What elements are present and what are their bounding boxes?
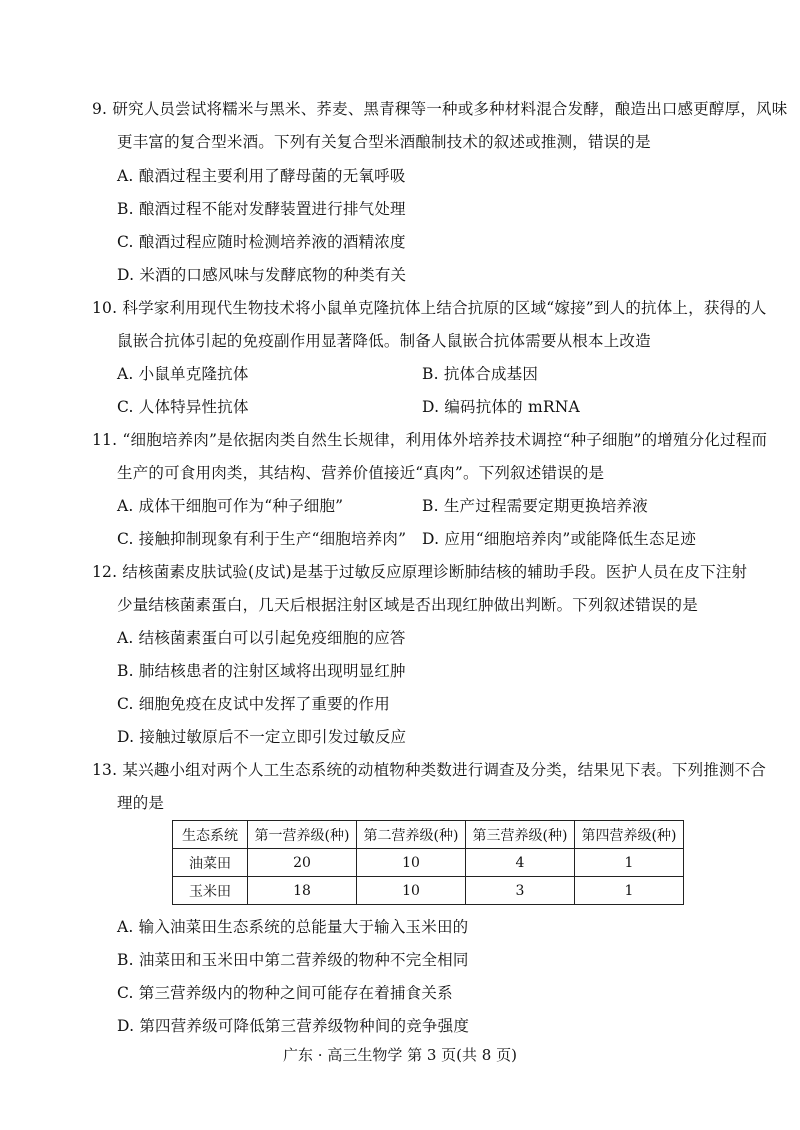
table-cell: 18: [248, 877, 357, 905]
q11-option-c: C. 接触抑制现象有利于生产“细胞培养肉”: [117, 530, 407, 548]
q13-option-c: C. 第三营养级内的物种之间可能存在着捕食关系: [117, 984, 453, 1002]
q12-option-b: B. 肺结核患者的注射区域将出现明显红肿: [117, 662, 406, 680]
q13-option-a: A. 输入油菜田生态系统的总能量大于输入玉米田的: [117, 918, 469, 936]
table-cell: 10: [357, 849, 466, 877]
q9-stem-line2: 更丰富的复合型米酒。下列有关复合型米酒酿制技术的叙述或推测，错误的是: [117, 133, 651, 151]
page-footer: 广东 · 高三生物学 第 3 页(共 8 页): [283, 1046, 517, 1064]
table-cell: 油菜田: [173, 849, 248, 877]
table-cell: 1: [575, 877, 684, 905]
q10-stem-line1: 10. 科学家利用现代生物技术将小鼠单克隆抗体上结合抗原的区域“嫁接”到人的抗体上，获得的人: [92, 299, 767, 317]
table-cell: 3: [466, 877, 575, 905]
table-cell: 20: [248, 849, 357, 877]
q9-option-a: A. 酿酒过程主要利用了酵母菌的无氧呼吸: [117, 167, 406, 185]
q13-option-b: B. 油菜田和玉米田中第二营养级的物种不完全相同: [117, 951, 469, 969]
table-cell: 玉米田: [173, 877, 248, 905]
q10-stem-line2: 鼠嵌合抗体引起的免疫副作用显著降低。制备人鼠嵌合抗体需要从根本上改造: [117, 332, 651, 350]
table-cell: 4: [466, 849, 575, 877]
table-header-cell: 第二营养级(种): [357, 821, 466, 849]
table-cell: 1: [575, 849, 684, 877]
q9-option-d: D. 米酒的口感风味与发酵底物的种类有关: [117, 266, 407, 284]
q11-option-a: A. 成体干细胞可作为“种子细胞”: [117, 497, 344, 515]
q13-option-d: D. 第四营养级可降低第三营养级物种间的竞争强度: [117, 1017, 470, 1035]
table-header-row: [173, 821, 684, 849]
table-row: [173, 849, 684, 877]
q13-stem-line2: 理的是: [117, 794, 165, 812]
trophic-level-table: [172, 820, 684, 905]
q12-stem-line2: 少量结核菌素蛋白，几天后根据注射区域是否出现红肿做出判断。下列叙述错误的是: [117, 596, 698, 614]
table-row: [173, 877, 684, 905]
q9-stem-line1: 9. 研究人员尝试将糯米与黑米、荞麦、黑青稞等一种或多种材料混合发酵，酿造出口感更醇厚，风味: [92, 100, 788, 118]
q11-option-b: B. 生产过程需要定期更换培养液: [422, 497, 648, 515]
table-header-cell: 生态系统: [173, 821, 248, 849]
q9-option-c: C. 酿酒过程应随时检测培养液的酒精浓度: [117, 233, 406, 251]
q13-stem-line1: 13. 某兴趣小组对两个人工生态系统的动植物种类数进行调查及分类，结果见下表。下列推测不合: [92, 761, 767, 779]
table-header-cell: 第三营养级(种): [466, 821, 575, 849]
q12-option-d: D. 接触过敏原后不一定立即引发过敏反应: [117, 728, 407, 746]
q10-option-d: D. 编码抗体的 mRNA: [422, 398, 580, 416]
table-header-cell: 第一营养级(种): [248, 821, 357, 849]
q11-stem-line1: 11. “细胞培养肉”是依据肉类自然生长规律，利用体外培养技术调控“种子细胞”的增殖分化过程而: [92, 431, 768, 449]
q11-stem-line2: 生产的可食用肉类，其结构、营养价值接近“真肉”。下列叙述错误的是: [117, 464, 605, 482]
q12-option-c: C. 细胞免疫在皮试中发挥了重要的作用: [117, 695, 390, 713]
q10-option-a: A. 小鼠单克隆抗体: [117, 365, 249, 383]
q10-option-b: B. 抗体合成基因: [422, 365, 539, 383]
q12-option-a: A. 结核菌素蛋白可以引起免疫细胞的应答: [117, 629, 406, 647]
q11-option-d: D. 应用“细胞培养肉”或能降低生态足迹: [422, 530, 697, 548]
table-cell: 10: [357, 877, 466, 905]
q9-option-b: B. 酿酒过程不能对发酵装置进行排气处理: [117, 200, 406, 218]
table-header-cell: 第四营养级(种): [575, 821, 684, 849]
q12-stem-line1: 12. 结核菌素皮肤试验(皮试)是基于过敏反应原理诊断肺结核的辅助手段。医护人员在皮下注射: [92, 563, 748, 581]
q10-option-c: C. 人体特异性抗体: [117, 398, 249, 416]
